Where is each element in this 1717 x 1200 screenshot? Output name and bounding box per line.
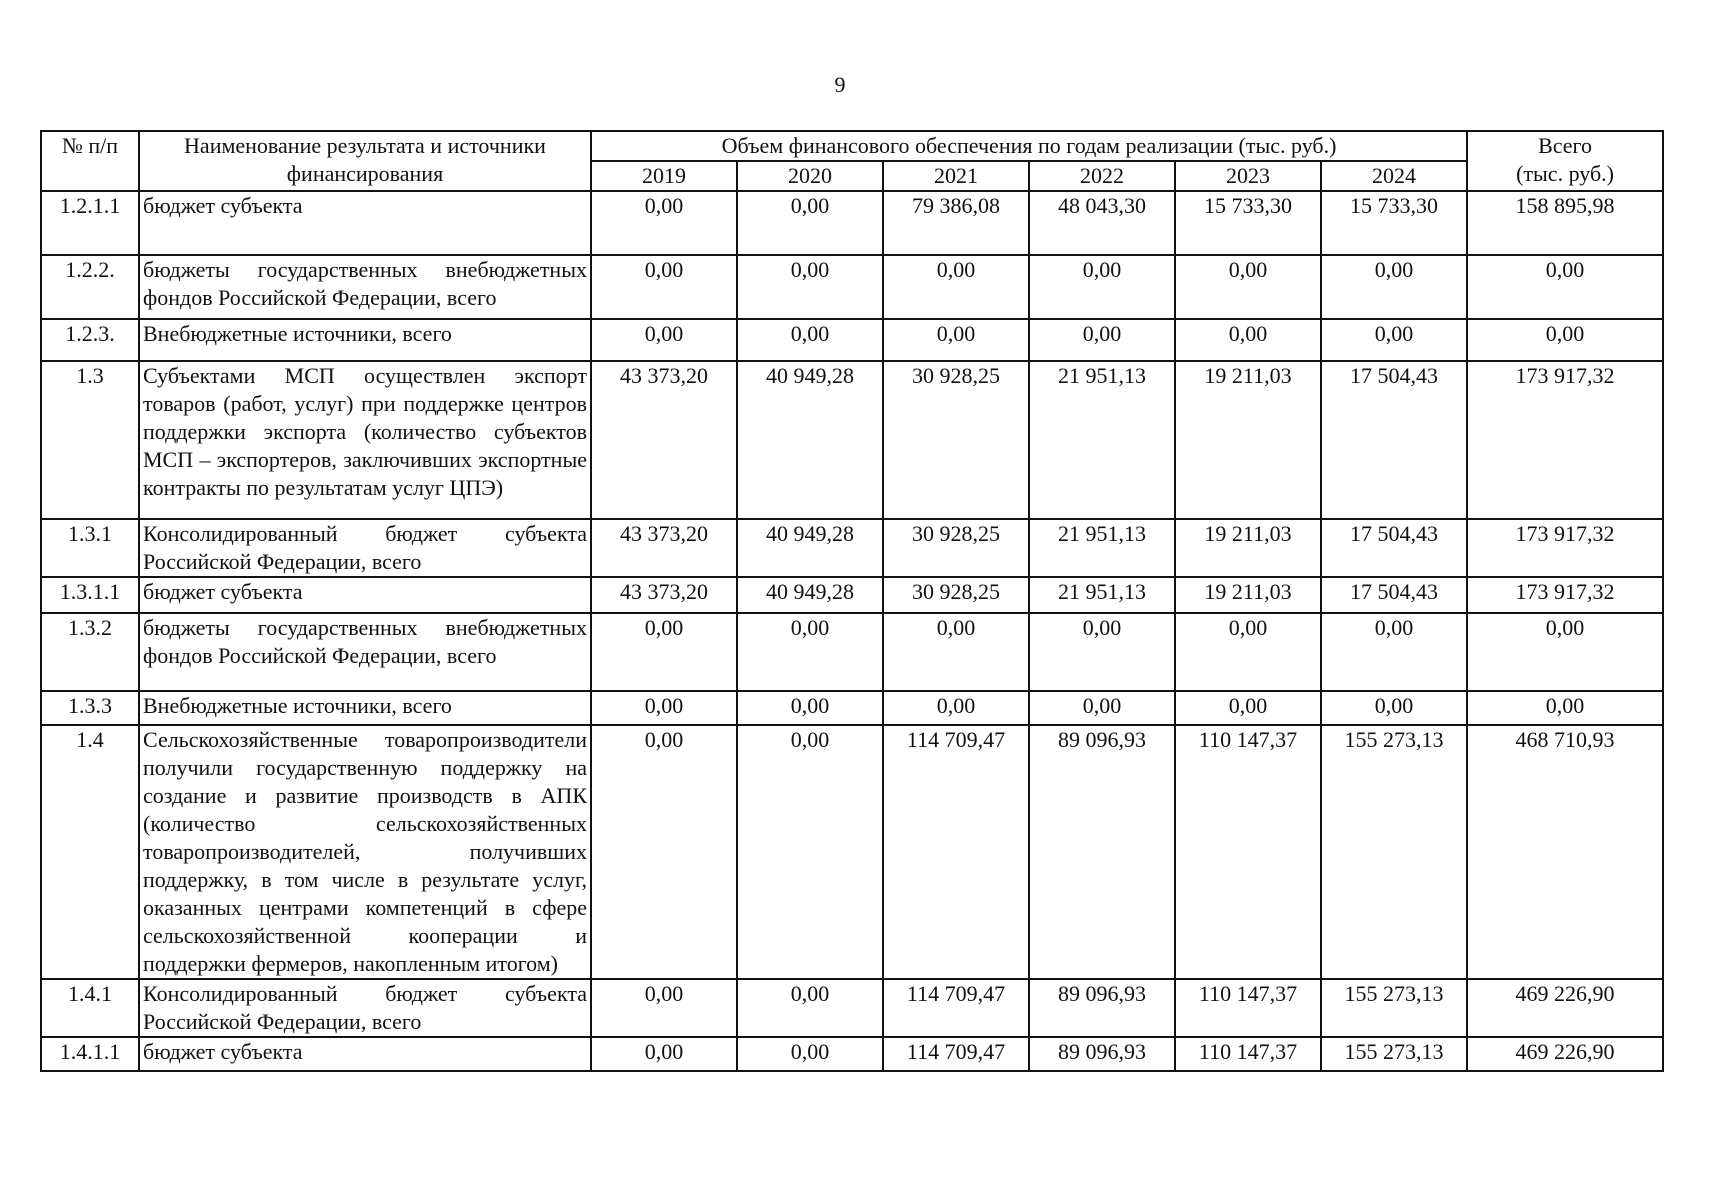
header-year-2023: 2023	[1175, 161, 1321, 191]
row-total: 468 710,93	[1467, 725, 1663, 979]
value-2022: 0,00	[1029, 255, 1175, 319]
value-2021: 114 709,47	[883, 979, 1029, 1037]
value-2023: 19 211,03	[1175, 519, 1321, 577]
value-2021: 0,00	[883, 613, 1029, 691]
row-number: 1.3.1	[41, 519, 139, 577]
header-year-2020: 2020	[737, 161, 883, 191]
value-2019: 43 373,20	[591, 577, 737, 613]
row-name: бюджеты государственных внебюджетных фондов Российской Федерации, всего	[139, 255, 591, 319]
value-2024: 0,00	[1321, 613, 1467, 691]
value-2024: 155 273,13	[1321, 1037, 1467, 1071]
row-number: 1.3.3	[41, 691, 139, 725]
row-total: 173 917,32	[1467, 577, 1663, 613]
value-2023: 110 147,37	[1175, 725, 1321, 979]
table-row	[41, 691, 1663, 725]
row-total: 158 895,98	[1467, 191, 1663, 255]
value-2019: 0,00	[591, 979, 737, 1037]
row-total: 469 226,90	[1467, 1037, 1663, 1071]
value-2024: 0,00	[1321, 319, 1467, 361]
value-2022: 89 096,93	[1029, 979, 1175, 1037]
row-number: 1.4.1	[41, 979, 139, 1037]
value-2022: 0,00	[1029, 613, 1175, 691]
table-body	[41, 191, 1663, 1071]
row-number: 1.2.2.	[41, 255, 139, 319]
value-2023: 0,00	[1175, 691, 1321, 725]
table-row	[41, 1037, 1663, 1071]
value-2024: 155 273,13	[1321, 979, 1467, 1037]
value-2023: 19 211,03	[1175, 361, 1321, 519]
page-number: 9	[834, 72, 846, 97]
row-total: 173 917,32	[1467, 361, 1663, 519]
value-2019: 0,00	[591, 725, 737, 979]
row-total: 0,00	[1467, 691, 1663, 725]
value-2022: 21 951,13	[1029, 577, 1175, 613]
header-num: № п/п	[41, 131, 139, 191]
row-number: 1.4	[41, 725, 139, 979]
row-name: Консолидированный бюджет субъекта Российской Федерации, всего	[139, 519, 591, 577]
value-2022: 21 951,13	[1029, 361, 1175, 519]
value-2021: 30 928,25	[883, 361, 1029, 519]
row-number: 1.4.1.1	[41, 1037, 139, 1071]
value-2023: 110 147,37	[1175, 1037, 1321, 1071]
value-2020: 0,00	[737, 1037, 883, 1071]
value-2020: 40 949,28	[737, 361, 883, 519]
row-name: Внебюджетные источники, всего	[139, 691, 591, 725]
table-row	[41, 319, 1663, 361]
table-row	[41, 979, 1663, 1037]
value-2023: 0,00	[1175, 319, 1321, 361]
row-number: 1.3.2	[41, 613, 139, 691]
value-2020: 0,00	[737, 319, 883, 361]
header-year-2019: 2019	[591, 161, 737, 191]
value-2022: 89 096,93	[1029, 1037, 1175, 1071]
header-year-2022: 2022	[1029, 161, 1175, 191]
value-2023: 19 211,03	[1175, 577, 1321, 613]
row-total: 469 226,90	[1467, 979, 1663, 1037]
row-total: 173 917,32	[1467, 519, 1663, 577]
value-2019: 0,00	[591, 691, 737, 725]
header-total-line1: Всего	[1538, 133, 1593, 158]
value-2022: 21 951,13	[1029, 519, 1175, 577]
value-2019: 0,00	[591, 319, 737, 361]
value-2024: 17 504,43	[1321, 519, 1467, 577]
value-2021: 0,00	[883, 319, 1029, 361]
table-row	[41, 725, 1663, 979]
financing-table	[40, 130, 1664, 1072]
row-name: Сельскохозяйственные товаропроизводители получили государственную поддержку на создание и развитие производств в АПК (количество сельскохозяйственных товаропроизводителей, получивших поддержку, в том числе в результате услуг, оказанных центрами компетенций в сфере сельскохозяйственной кооперации и поддержки фермеров, накопленным итогом)	[139, 725, 591, 979]
value-2019: 0,00	[591, 1037, 737, 1071]
value-2022: 48 043,30	[1029, 191, 1175, 255]
row-total: 0,00	[1467, 255, 1663, 319]
value-2020: 0,00	[737, 725, 883, 979]
value-2020: 40 949,28	[737, 577, 883, 613]
table-row	[41, 577, 1663, 613]
table-row	[41, 519, 1663, 577]
value-2024: 17 504,43	[1321, 361, 1467, 519]
value-2019: 0,00	[591, 255, 737, 319]
row-number: 1.3.1.1	[41, 577, 139, 613]
value-2020: 0,00	[737, 255, 883, 319]
header-year-2021: 2021	[883, 161, 1029, 191]
header-row	[41, 131, 1663, 161]
table-row	[41, 191, 1663, 255]
value-2020: 40 949,28	[737, 519, 883, 577]
value-2023: 0,00	[1175, 255, 1321, 319]
table-row	[41, 361, 1663, 519]
value-2019: 43 373,20	[591, 519, 737, 577]
value-2022: 0,00	[1029, 319, 1175, 361]
value-2024: 0,00	[1321, 255, 1467, 319]
row-name: бюджет субъекта	[139, 577, 591, 613]
row-name: Внебюджетные источники, всего	[139, 319, 591, 361]
value-2021: 79 386,08	[883, 191, 1029, 255]
value-2022: 89 096,93	[1029, 725, 1175, 979]
value-2020: 0,00	[737, 613, 883, 691]
value-2021: 114 709,47	[883, 725, 1029, 979]
value-2021: 30 928,25	[883, 519, 1029, 577]
value-2020: 0,00	[737, 191, 883, 255]
value-2021: 0,00	[883, 691, 1029, 725]
table-row	[41, 255, 1663, 319]
row-name: бюджет субъекта	[139, 1037, 591, 1071]
row-number: 1.2.3.	[41, 319, 139, 361]
value-2019: 43 373,20	[591, 361, 737, 519]
value-2023: 15 733,30	[1175, 191, 1321, 255]
row-name: Субъектами МСП осуществлен экспорт товаров (работ, услуг) при поддержке центров поддержки экспорта (количество субъектов МСП – экспортеров, заключивших экспортные контракты по результатам услуг ЦПЭ)	[139, 361, 591, 519]
value-2021: 114 709,47	[883, 1037, 1029, 1071]
value-2024: 0,00	[1321, 691, 1467, 725]
value-2024: 15 733,30	[1321, 191, 1467, 255]
row-total: 0,00	[1467, 613, 1663, 691]
row-name: бюджеты государственных внебюджетных фондов Российской Федерации, всего	[139, 613, 591, 691]
row-number: 1.3	[41, 361, 139, 519]
header-total	[1467, 131, 1663, 191]
value-2020: 0,00	[737, 691, 883, 725]
row-name: бюджет субъекта	[139, 191, 591, 255]
header-year-2024: 2024	[1321, 161, 1467, 191]
value-2021: 30 928,25	[883, 577, 1029, 613]
header-total-line2: (тыс. руб.)	[1516, 161, 1615, 186]
value-2021: 0,00	[883, 255, 1029, 319]
value-2020: 0,00	[737, 979, 883, 1037]
row-total: 0,00	[1467, 319, 1663, 361]
value-2019: 0,00	[591, 613, 737, 691]
value-2022: 0,00	[1029, 691, 1175, 725]
row-name: Консолидированный бюджет субъекта Российской Федерации, всего	[139, 979, 591, 1037]
value-2024: 17 504,43	[1321, 577, 1467, 613]
table-row	[41, 613, 1663, 691]
value-2024: 155 273,13	[1321, 725, 1467, 979]
row-number: 1.2.1.1	[41, 191, 139, 255]
value-2019: 0,00	[591, 191, 737, 255]
value-2023: 0,00	[1175, 613, 1321, 691]
value-2023: 110 147,37	[1175, 979, 1321, 1037]
header-volume: Объем финансового обеспечения по годам реализации (тыс. руб.)	[591, 131, 1467, 161]
header-name: Наименование результата и источники финансирования	[139, 131, 591, 191]
